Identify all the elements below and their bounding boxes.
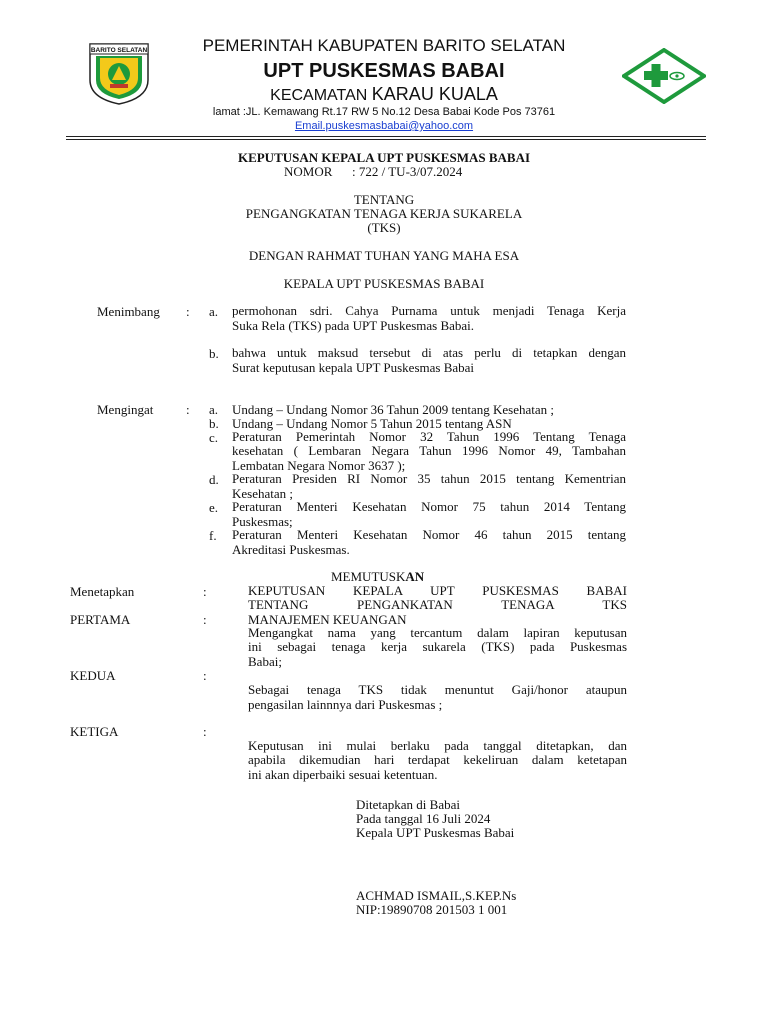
kedua-colon: : <box>203 668 207 683</box>
menetapkan-line3: MANAJEMEN KEUANGAN <box>248 612 407 627</box>
mengingat-c-line1: Peraturan Pemerintah Nomor 32 Tahun 1996 Tentang Tenaga <box>232 429 626 444</box>
letterhead-rule <box>66 136 706 137</box>
mengingat-colon: : <box>186 402 190 417</box>
mengingat-d-line1: Peraturan Presiden RI Nomor 35 tahun 2015 tentang Kementrian <box>232 471 626 486</box>
nomor-label: NOMOR <box>284 164 333 179</box>
nomor-value: : 722 / TU-3/07.2024 <box>352 164 463 179</box>
decree-title: KEPUTUSAN KEPALA UPT PUSKESMAS BABAI <box>237 150 531 165</box>
mengingat-c-letter: c. <box>209 430 219 445</box>
signatory-nip: NIP:19890708 201503 1 001 <box>356 902 508 917</box>
letterhead-rule-thin <box>66 139 706 140</box>
rahmat-line: DENGAN RAHMAT TUHAN YANG MAHA ESA <box>248 248 520 263</box>
signature-date: Pada tanggal 16 Juli 2024 <box>356 811 491 826</box>
menetapkan-line1: KEPUTUSAN KEPALA UPT PUSKESMAS BABAI <box>248 583 627 598</box>
district-name: KECAMATAN KARAU KUALA <box>270 84 498 104</box>
signature-position: Kepala UPT Puskesmas Babai <box>356 825 515 840</box>
menimbang-a-letter: a. <box>209 304 219 319</box>
menimbang-colon: : <box>186 304 190 319</box>
ketiga-line1: Keputusan ini mulai berlaku pada tanggal ditetapkan, dan <box>248 738 627 753</box>
memutuskan-heading: MEMUTUSKAN <box>331 569 425 584</box>
mengingat-f-letter: f. <box>209 528 217 543</box>
menetapkan-line2: TENTANG PENGANKATAN TENAGA TKS <box>248 597 627 612</box>
ketiga-colon: : <box>203 724 207 739</box>
mengingat-e-line1: Peraturan Menteri Kesehatan Nomor 75 tahun 2014 Tentang <box>232 499 626 514</box>
pertama-line2: ini sebagai tenaga kerja sukarela (TKS) pada Puskesmas <box>248 639 627 654</box>
mengingat-a-line: Undang – Undang Nomor 36 Tahun 2009 tentang Kesehatan ; <box>232 402 554 417</box>
mengingat-e-line2: Puskesmas; <box>232 514 293 529</box>
mengingat-c-line2: kesehatan ( Lembaran Negara Tahun 1996 Nomor 49, Tambahan <box>232 443 626 458</box>
mengingat-c-line3: Lembatan Negara Nomor 3637 ); <box>232 458 406 473</box>
kedua-label: KEDUA <box>70 668 116 683</box>
subject-line-2: (TKS) <box>367 220 401 235</box>
puskesmas-logo <box>622 48 706 104</box>
tentang-heading: TENTANG <box>353 192 415 207</box>
pertama-colon: : <box>203 612 207 627</box>
menimbang-b-line1: bahwa untuk maksud tersebut di atas perlu di tetapkan dengan <box>232 345 626 360</box>
menimbang-b-letter: b. <box>209 346 219 361</box>
kedua-line2: pengasilan lainnnya dari Puskesmas ; <box>248 697 443 712</box>
kepala-line: KEPALA UPT PUSKESMAS BABAI <box>283 276 485 291</box>
signature-place: Ditetapkan di Babai <box>356 797 460 812</box>
mengingat-b-line: Undang – Undang Nomor 5 Tahun 2015 tentang ASN <box>232 416 512 431</box>
government-name: PEMERINTAH KABUPATEN BARITO SELATAN <box>202 36 566 55</box>
email-link[interactable]: Email.puskesmasbabai@yahoo.com <box>294 120 474 132</box>
signatory-name: ACHMAD ISMAIL,S.KEP.Ns <box>356 888 517 903</box>
mengingat-d-line2: Kesehatan ; <box>232 486 294 501</box>
institution-name: UPT PUSKESMAS BABAI <box>263 60 505 82</box>
menimbang-b-line2: Surat keputusan kepala UPT Puskesmas Babai <box>232 360 475 375</box>
ketiga-line2: apabila dikemudian hari terdapat kekeliruan dalam ketetapan <box>248 752 627 767</box>
pertama-label: PERTAMA <box>70 612 131 627</box>
menetapkan-colon: : <box>203 584 207 599</box>
menimbang-a-line2: Suka Rela (TKS) pada UPT Puskesmas Babai. <box>232 318 475 333</box>
mengingat-f-line1: Peraturan Menteri Kesehatan Nomor 46 tahun 2015 tentang <box>232 527 626 542</box>
mengingat-f-line2: Akreditasi Puskesmas. <box>232 542 350 557</box>
menetapkan-label: Menetapkan <box>70 584 135 599</box>
menimbang-label: Menimbang <box>97 304 160 319</box>
pertama-line3: Babai; <box>248 654 282 669</box>
mengingat-e-letter: e. <box>209 500 219 515</box>
menimbang-a-line1: permohonan sdri. Cahya Purnama untuk menjadi Tenaga Kerja <box>232 303 626 318</box>
ketiga-label: KETIGA <box>70 724 119 739</box>
address: lamat :JL. Kemawang Rt.17 RW 5 No.12 Desa Babai Kode Pos 73761 <box>212 106 556 118</box>
mengingat-a-letter: a. <box>209 402 219 417</box>
logo-caption: BARITO SELATAN <box>90 47 148 54</box>
ketiga-line3: ini akan diperbaiki sesuai ketentuan. <box>248 767 438 782</box>
pertama-line1: Mengangkat nama yang tercantum dalam lapiran keputusan <box>248 625 627 640</box>
subject-line-1: PENGANGKATAN TENAGA KERJA SUKARELA <box>245 206 523 221</box>
mengingat-b-letter: b. <box>209 416 219 431</box>
mengingat-d-letter: d. <box>209 472 219 487</box>
mengingat-label: Mengingat <box>97 402 154 417</box>
kedua-line1: Sebagai tenaga TKS tidak menuntut Gaji/honor ataupun <box>248 682 627 697</box>
